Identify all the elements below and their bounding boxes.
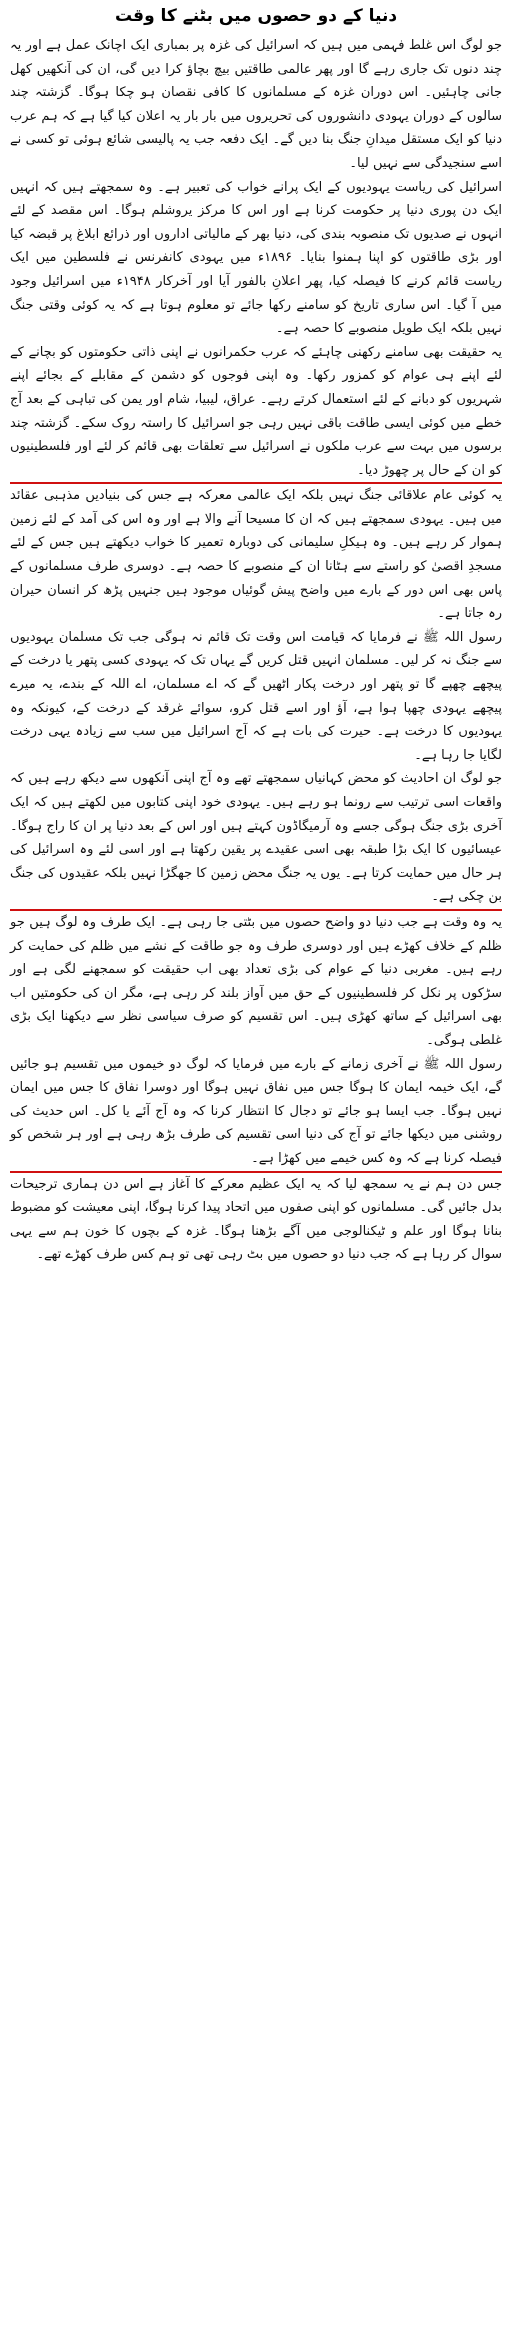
article-paragraph: یہ وہ وقت ہے جب دنیا دو واضح حصوں میں بٹتی جا رہی ہے۔ ایک طرف وہ لوگ ہیں جو ظلم کے خلاف کھڑے ہیں اور دوسری طرف وہ جو طاقت کے نشے میں ظلم کی حمایت کر رہے ہیں۔ مغربی دنیا کے عوام کی بڑی تعداد بھی اب حقیقت کو سمجھنے لگی ہے اور سڑکوں پر نکل کر فلسطینیوں کے حق میں آواز بلند کر رہی ہے، مگر ان کی حکومتیں اب بھی اسرائیل کے ساتھ کھڑی ہیں۔ اس تقسیم کو صرف سیاسی نظر سے دیکھنا ایک بڑی غلطی ہوگی۔	[10, 914, 502, 1048]
article-paragraph: یہ کوئی عام علاقائی جنگ نہیں بلکہ ایک عالمی معرکہ ہے جس کی بنیادیں مذہبی عقائد میں ہیں۔ یہودی سمجھتے ہیں کہ ان کا مسیحا آنے والا ہے اور وہ اس کی آمد کے لئے زمین ہموار کر رہے ہیں۔ وہ ہیکلِ سلیمانی کی دوبارہ تعمیر کا خواب دیکھتے ہیں جس کے لئے مسجدِ اقصیٰ کو راستے سے ہٹانا ان کے منصوبے کا حصہ ہے۔ دوسری طرف مسلمانوں کے پاس بھی اس دور کے بارے میں واضح پیش گوئیاں موجود ہیں جنہیں پڑھ کر انسان حیران رہ جاتا ہے۔	[10, 488, 502, 622]
article-paragraph: رسول اللہ ﷺ نے آخری زمانے کے بارے میں فرمایا کہ لوگ دو خیموں میں تقسیم ہو جائیں گے، ایک خیمہ ایمان کا ہوگا جس میں نفاق نہیں ہوگا اور دوسرا نفاق کا جس میں ایمان نہیں ہوگا۔ جب ایسا ہو جائے تو دجال کا انتظار کرنا کہ وہ آج آئے یا کل۔ اس حدیث کی روشنی میں دیکھا جائے تو آج کی دنیا اسی تقسیم کی طرف بڑھ رہی ہے اور ہر شخص کو فیصلہ کرنا ہے کہ وہ کس خیمے میں کھڑا ہے۔	[10, 1053, 502, 1173]
article-paragraph: جو لوگ ان احادیث کو محض کہانیاں سمجھتے تھے وہ آج اپنی آنکھوں سے دیکھ رہے ہیں کہ واقعات اسی ترتیب سے رونما ہو رہے ہیں۔ یہودی خود اپنی کتابوں میں لکھتے ہیں کہ ایک آخری بڑی جنگ ہوگی جسے وہ آرمیگاڈون کہتے ہیں اور اس کے بعد دنیا پر ان کا راج ہوگا۔ عیسائیوں کا ایک بڑا طبقہ بھی اسی عقیدے پر یقین رکھتا ہے اور اسی لئے وہ اسرائیل کی ہر حال میں حمایت کرتا ہے۔ یوں یہ جنگ محض زمین کا جھگڑا نہیں بلکہ عقیدوں کی جنگ بن چکی ہے۔	[10, 767, 502, 911]
article-paragraph: رسول اللہ ﷺ نے فرمایا کہ قیامت اس وقت تک قائم نہ ہوگی جب تک مسلمان یہودیوں سے جنگ نہ کر لیں۔ مسلمان انہیں قتل کریں گے یہاں تک کہ یہودی کسی پتھر یا درخت کے پیچھے چھپے گا تو پتھر اور درخت پکار اٹھیں گے کہ اے مسلمان، اے اللہ کے بندے، یہ میرے پیچھے یہودی چھپا ہوا ہے، آؤ اور اسے قتل کرو، سوائے غرقد کے درخت کے، کیونکہ وہ یہودیوں کا درخت ہے۔ حیرت کی بات ہے کہ آج اسرائیل میں سب سے زیادہ یہی درخت لگایا جا رہا ہے۔	[10, 629, 502, 763]
article-paragraph: یہ حقیقت بھی سامنے رکھنی چاہئے کہ عرب حکمرانوں نے اپنی ذاتی حکومتوں کو بچانے کے لئے اپنے ہی عوام کو کمزور رکھا۔ وہ اپنی فوجوں کو دشمن کے مقابلے کے بجائے اپنے شہریوں کو دبانے کے لئے استعمال کرتے رہے۔ عراق، لیبیا، شام اور یمن کی تباہی کے بعد آج خطے میں کوئی ایسی طاقت باقی نہیں رہی جو اسرائیل کا راستہ روک سکے۔ گزشتہ چند برسوں میں بہت سے عرب ملکوں نے اسرائیل سے تعلقات بھی قائم کر لئے اور فلسطینیوں کو ان کے حال پر چھوڑ دیا۔	[10, 341, 502, 485]
article-paragraph: جس دن ہم نے یہ سمجھ لیا کہ یہ ایک عظیم معرکے کا آغاز ہے اس دن ہماری ترجیحات بدل جائیں گی۔ مسلمانوں کو اپنی صفوں میں اتحاد پیدا کرنا ہوگا، اپنی معیشت کو مضبوط بنانا ہوگا اور علم و ٹیکنالوجی میں آگے بڑھنا ہوگا۔ غزہ کے بچوں کا خون ہم سے یہی سوال کر رہا ہے کہ جب دنیا دو حصوں میں بٹ رہی تھی تو ہم کس طرف کھڑے تھے۔	[10, 1176, 502, 1263]
article-paragraph: اسرائیل کی ریاست یہودیوں کے ایک پرانے خواب کی تعبیر ہے۔ وہ سمجھتے ہیں کہ انہیں ایک دن پوری دنیا پر حکومت کرنا ہے اور اس کا مرکز یروشلم ہوگا۔ اس مقصد کے لئے انہوں نے صدیوں تک منصوبہ بندی کی، دنیا بھر کے مالیاتی اداروں اور ذرائع ابلاغ پر قبضہ کیا اور بڑی طاقتوں کو اپنا ہمنوا بنایا۔ ۱۸۹۶ء میں یہودی کانفرنس نے فلسطین میں ایک ریاست قائم کرنے کا فیصلہ کیا، پھر اعلانِ بالفور آیا اور آخرکار ۱۹۴۸ء میں اسرائیل وجود میں آ گیا۔ اس ساری تاریخ کو سامنے رکھا جائے تو معلوم ہوتا ہے کہ یہ کوئی وقتی جنگ نہیں بلکہ ایک طویل منصوبے کا حصہ ہے۔	[10, 179, 502, 337]
article-paragraph: جو لوگ اس غلط فہمی میں ہیں کہ اسرائیل کی غزہ پر بمباری ایک اچانک عمل ہے اور یہ چند دنوں تک جاری رہے گا اور پھر عالمی طاقتیں بیچ بچاؤ کرا دیں گی، ان کی آنکھیں کھل جانی چاہئیں۔ اس دوران غزہ کے مسلمانوں کا کافی نقصان ہو چکا ہوگا۔ گزشتہ چند سالوں کے دوران یہودی دانشوروں کی تحریروں میں بار بار یہ اعلان کیا گیا ہے کہ ہم عرب دنیا کو ایک مستقل میدانِ جنگ بنا دیں گے۔ ایک دفعہ جب یہ پالیسی شائع ہوئی تو کسی نے اسے سنجیدگی سے نہیں لیا۔	[10, 38, 502, 171]
article-headline: دنیا کے دو حصوں میں بٹنے کا وقت	[114, 6, 398, 26]
article-body	[10, 34, 502, 1267]
